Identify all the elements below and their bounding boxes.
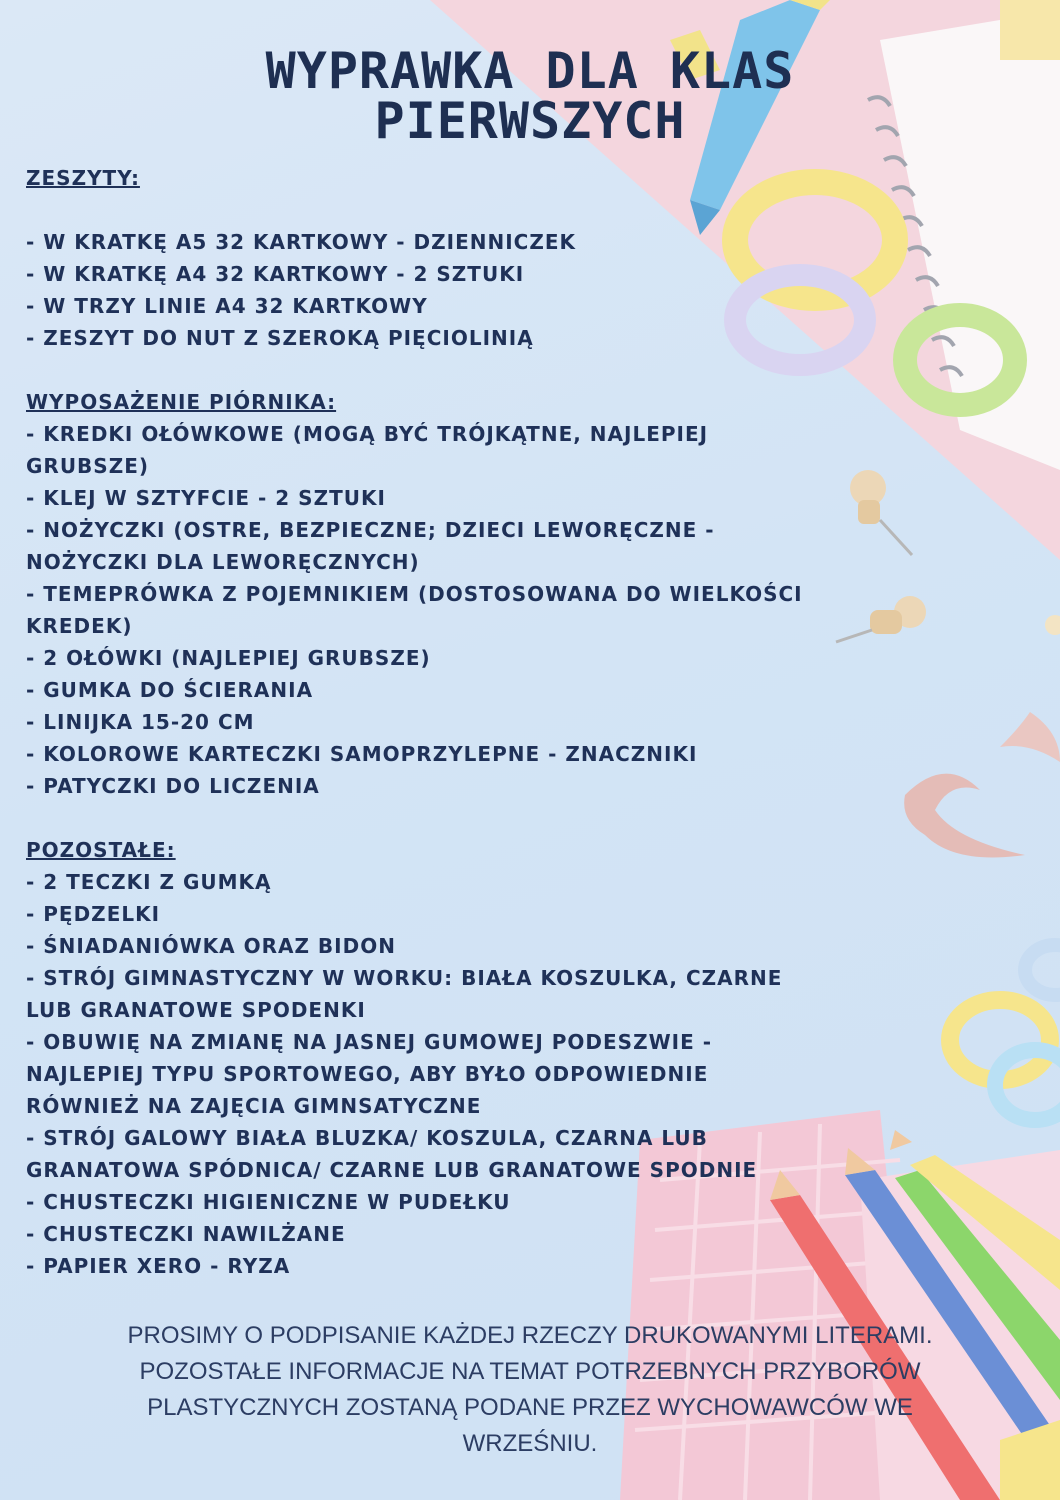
list-item: RÓWNIEŻ NA ZAJĘCIA GIMNSATYCZNE [26, 1094, 482, 1118]
list-item: - PATYCZKI DO LICZENIA [26, 774, 320, 798]
spacer [26, 802, 906, 834]
list-item: GRUBSZE) [26, 454, 150, 478]
section-heading-piornik: WYPOSAŻENIE PIÓRNIKA: [26, 390, 337, 414]
list-item: KREDEK) [26, 614, 133, 638]
list-item: LUB GRANATOWE SPODENKI [26, 998, 366, 1022]
list-item: - KLEJ W SZTYFCIE - 2 SZTUKI [26, 486, 386, 510]
list-item: - W KRATKĘ A5 32 KARTKOWY - DZIENNICZEK [26, 230, 576, 254]
list-item: GRANATOWA SPÓDNICA/ CZARNE LUB GRANATOWE SPODNIE [26, 1158, 758, 1182]
list-item: - W KRATKĘ A4 32 KARTKOWY - 2 SZTUKI [26, 262, 525, 286]
list-item: - NOŻYCZKI (OSTRE, BEZPIECZNE; DZIECI LEWORĘCZNE - [26, 518, 715, 542]
list-item: - STRÓJ GALOWY BIAŁA BLUZKA/ KOSZULA, CZARNA LUB [26, 1126, 708, 1150]
spacer [26, 194, 906, 226]
list-item: - PĘDZELKI [26, 902, 161, 926]
list-item: - STRÓJ GIMNASTYCZNY W WORKU: BIAŁA KOSZULKA, CZARNE [26, 966, 783, 990]
footer-line: PROSIMY O PODPISANIE KAŻDEJ RZECZY DRUKOWANYMI LITERAMI. [127, 1322, 933, 1349]
footer-line: POZOSTAŁE INFORMACJE NA TEMAT POTRZEBNYCH PRZYBORÓW [139, 1358, 921, 1385]
supply-list [26, 162, 906, 1282]
list-item: - 2 TECZKI Z GUMKĄ [26, 870, 272, 894]
list-item: - GUMKA DO ŚCIERANIA [26, 678, 314, 702]
list-item: - KREDKI OŁÓWKOWE (MOGĄ BYĆ TRÓJKĄTNE, NAJLEPIEJ [26, 422, 709, 446]
list-item: - W TRZY LINIE A4 32 KARTKOWY [26, 294, 428, 318]
spacer [26, 354, 906, 386]
list-item: - 2 OŁÓWKI (NAJLEPIEJ GRUBSZE) [26, 646, 431, 670]
footer-line: WRZEŚNIU. [462, 1430, 598, 1457]
list-item: - ŚNIADANIÓWKA ORAZ BIDON [26, 934, 396, 958]
page-title [130, 42, 930, 150]
section-heading-pozostale: POZOSTAŁE: [26, 838, 176, 862]
section-heading-zeszyty: ZESZYTY: [26, 166, 140, 190]
title-line-1: WYPRAWKA DLA KLAS [265, 42, 795, 100]
list-item: - TEMEPRÓWKA Z POJEMNIKIEM (DOSTOSOWANA DO WIELKOŚCI [26, 582, 803, 606]
list-item: - KOLOROWE KARTECZKI SAMOPRZYLEPNE - ZNACZNIKI [26, 742, 698, 766]
list-item: NAJLEPIEJ TYPU SPORTOWEGO, ABY BYŁO ODPOWIEDNIE [26, 1062, 709, 1086]
list-item: - CHUSTECZKI HIGIENICZNE W PUDEŁKU [26, 1190, 511, 1214]
footer-note [60, 1318, 1000, 1462]
list-item: - LINIJKA 15-20 CM [26, 710, 255, 734]
list-item: - OBUWIĘ NA ZMIANĘ NA JASNEJ GUMOWEJ PODESZWIE - [26, 1030, 712, 1054]
title-line-2: PIERWSZYCH [374, 92, 686, 150]
list-item: - CHUSTECZKI NAWILŻANE [26, 1222, 346, 1246]
list-item: - ZESZYT DO NUT Z SZEROKĄ PIĘCIOLINIĄ [26, 326, 534, 350]
list-item: NOŻYCZKI DLA LEWORĘCZNYCH) [26, 550, 420, 574]
footer-line: PLASTYCZNYCH ZOSTANĄ PODANE PRZEZ WYCHOWAWCÓW WE [147, 1394, 913, 1421]
list-item: - PAPIER XERO - RYZA [26, 1254, 291, 1278]
